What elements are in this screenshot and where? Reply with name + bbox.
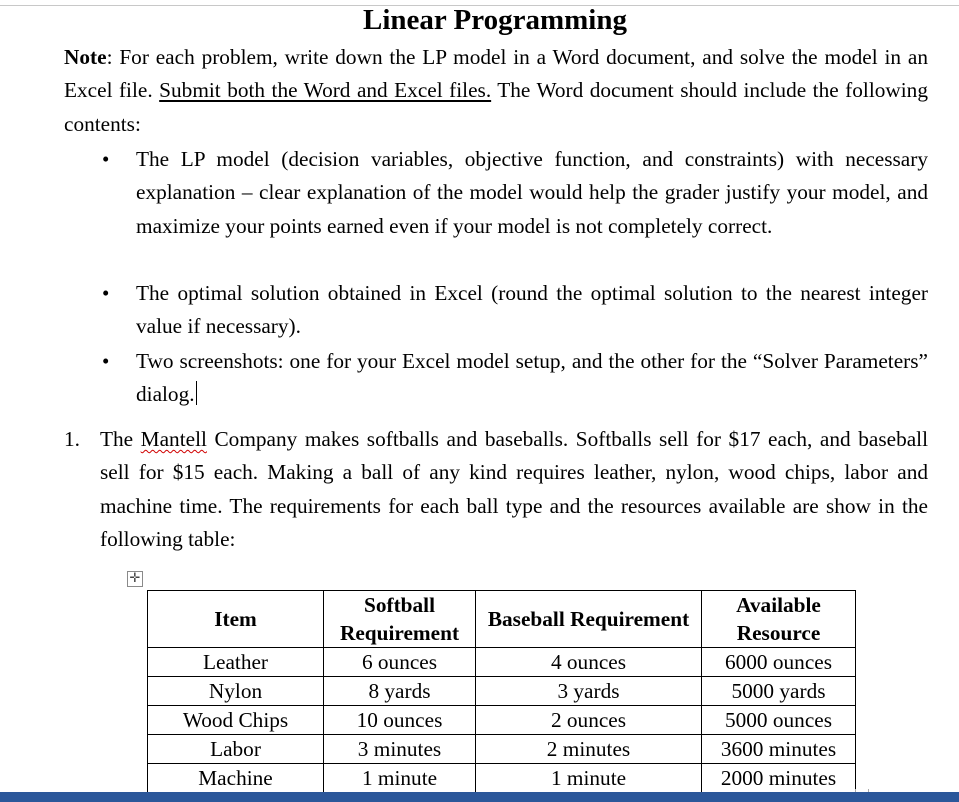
table-cell: Nylon <box>148 677 324 706</box>
bullet-text-content: Two screenshots: one for your Excel model setup, and the other for the “Solver Parameters” dialog. <box>136 349 928 407</box>
note-label: Note <box>64 45 107 69</box>
resource-table <box>147 590 856 793</box>
table-cell: 5000 ounces <box>702 706 856 735</box>
table-cell: 8 yards <box>324 677 476 706</box>
table-row <box>148 648 856 677</box>
problem-text-after: Company makes softballs and baseballs. Softballs sell for $17 each, and baseball sell for $15 each. Making a ball of any kind requires leather, nylon, wood chips, labor and machine time. The requirements for each ball type and the resources available are show in the following table: <box>100 427 929 551</box>
table-cell: Labor <box>148 735 324 764</box>
table-cell: 3 yards <box>476 677 702 706</box>
table-cell: 2000 minutes <box>702 764 856 793</box>
table-cell: 1 minute <box>324 764 476 793</box>
header-available: Available Resource <box>702 591 856 648</box>
table-cell: 2 minutes <box>476 735 702 764</box>
bullet-icon: • <box>102 281 110 305</box>
table-cell: 5000 yards <box>702 677 856 706</box>
header-item: Item <box>148 591 324 648</box>
bullet-text: The optimal solution obtained in Excel (round the optimal solution to the nearest integer value if necessary). <box>136 281 928 339</box>
table-row <box>148 706 856 735</box>
submit-instruction: Submit both the Word and Excel files. <box>159 78 492 103</box>
table-row <box>148 764 856 793</box>
table-cell: 4 ounces <box>476 648 702 677</box>
bullet-icon: • <box>102 147 110 171</box>
table-header-row <box>148 591 856 648</box>
note-text-1: : For each problem, write down the LP model in a Word document, and solve the model in an Excel file. <box>64 45 928 103</box>
table-cell: 3 minutes <box>324 735 476 764</box>
text-cursor <box>196 381 197 405</box>
table-row <box>148 735 856 764</box>
bullet-text: The LP model (decision variables, objective function, and constraints) with necessary explanation – clear explanation of the model would help the grader justify your model, and maximize your points earned even if your model is not completely correct. <box>136 147 928 238</box>
table-cell: 1 minute <box>476 764 702 793</box>
table-cell: 3600 minutes <box>702 735 856 764</box>
status-bar <box>0 792 959 802</box>
problem-text-before: The <box>100 427 141 451</box>
table-cell: Wood Chips <box>148 706 324 735</box>
table-cell: 2 ounces <box>476 706 702 735</box>
move-arrows-icon[interactable]: ✛ <box>127 571 143 587</box>
header-baseball: Baseball Requirement <box>476 591 702 648</box>
table-cell: 6 ounces <box>324 648 476 677</box>
table-cell: Machine <box>148 764 324 793</box>
note-text-2: The Word document should include the following contents: <box>64 78 928 136</box>
problem-text <box>100 423 928 556</box>
table-cell: Leather <box>148 648 324 677</box>
company-name[interactable]: Mantell <box>140 427 207 451</box>
bullet-text <box>136 345 928 412</box>
header-softball: Softball Requirement <box>324 591 476 648</box>
table-row <box>148 677 856 706</box>
bullet-icon: • <box>102 349 110 373</box>
document-title: Linear Programming <box>363 4 627 36</box>
table-cell: 10 ounces <box>324 706 476 735</box>
table-cell: 6000 ounces <box>702 648 856 677</box>
note-paragraph <box>64 41 928 141</box>
problem-number: 1. <box>64 427 80 451</box>
